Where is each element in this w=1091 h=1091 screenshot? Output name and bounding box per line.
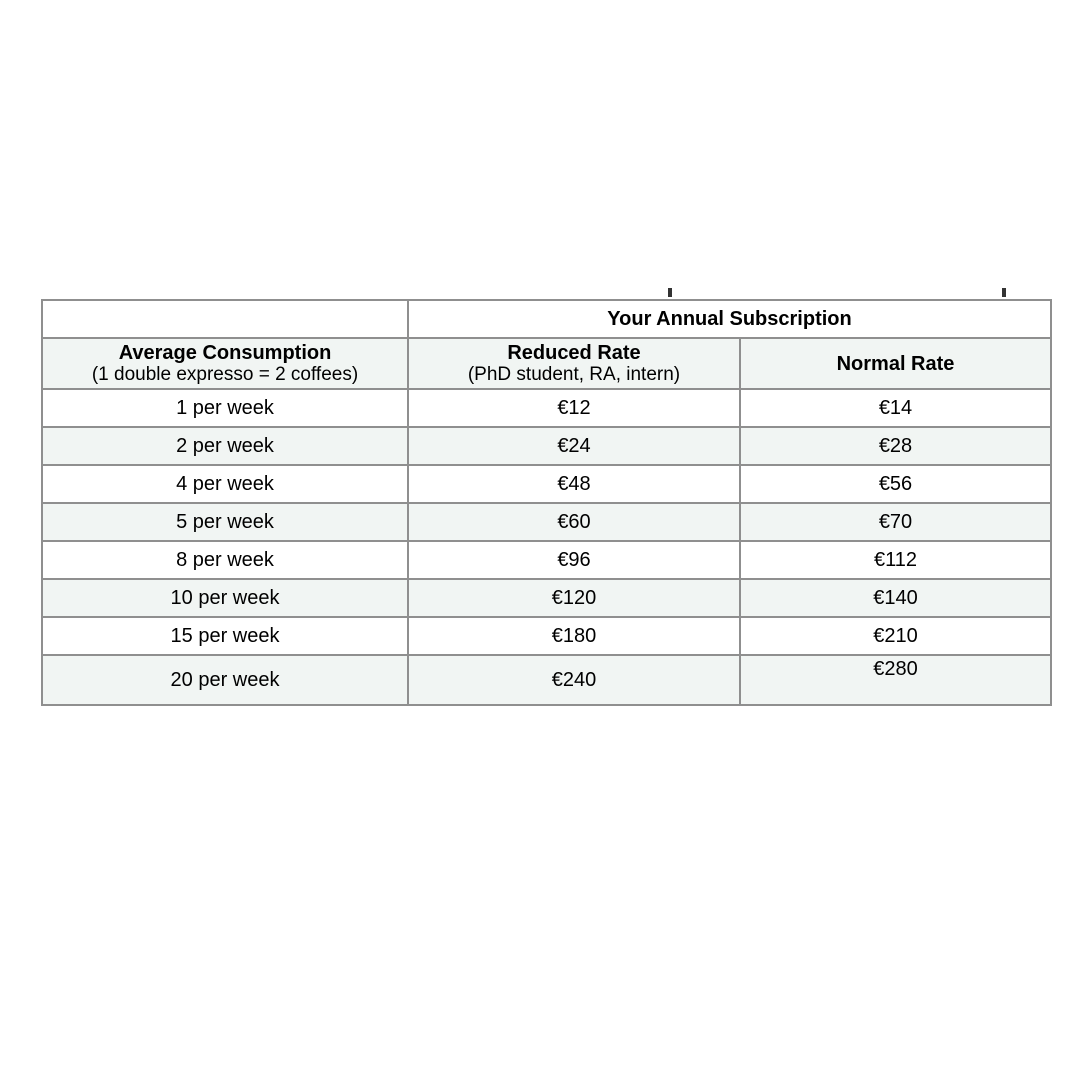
table-row — [42, 389, 1051, 427]
group-header-row — [42, 300, 1051, 338]
reduced-rate-cell: €180 — [408, 617, 740, 655]
consumption-cell: 5 per week — [42, 503, 408, 541]
normal-rate-cell: €14 — [740, 389, 1051, 427]
reduced-rate-cell: €48 — [408, 465, 740, 503]
normal-rate-column-header — [740, 338, 1051, 389]
reduced-rate-cell: €12 — [408, 389, 740, 427]
normal-rate-cell: €280 — [740, 655, 1051, 705]
consumption-cell: 1 per week — [42, 389, 408, 427]
consumption-cell: 8 per week — [42, 541, 408, 579]
reduced-rate-cell: €240 — [408, 655, 740, 705]
table-row — [42, 541, 1051, 579]
consumption-header-subtitle: (1 double expresso = 2 coffees) — [91, 363, 359, 385]
reduced-rate-header-title: Reduced Rate — [507, 341, 641, 364]
normal-rate-cell: €28 — [740, 427, 1051, 465]
annual-subscription-header: Your Annual Subscription — [408, 300, 1051, 338]
column-header-row — [42, 338, 1051, 389]
normal-rate-cell: €140 — [740, 579, 1051, 617]
table-row — [42, 465, 1051, 503]
table-row — [42, 617, 1051, 655]
reduced-rate-cell: €24 — [408, 427, 740, 465]
consumption-cell: 2 per week — [42, 427, 408, 465]
reduced-rate-cell: €96 — [408, 541, 740, 579]
subscription-rate-table — [41, 299, 1052, 706]
scan-artifact-mark — [668, 288, 672, 297]
scan-artifact-mark — [1002, 288, 1006, 297]
normal-rate-header-title: Normal Rate — [836, 352, 955, 375]
consumption-cell: 15 per week — [42, 617, 408, 655]
normal-rate-cell: €210 — [740, 617, 1051, 655]
reduced-rate-column-header — [408, 338, 740, 389]
consumption-cell: 10 per week — [42, 579, 408, 617]
table-row — [42, 427, 1051, 465]
consumption-header-title: Average Consumption — [118, 341, 332, 364]
table-row — [42, 503, 1051, 541]
consumption-column-header — [42, 338, 408, 389]
table-row — [42, 579, 1051, 617]
empty-corner-cell — [42, 300, 408, 338]
reduced-rate-cell: €60 — [408, 503, 740, 541]
normal-rate-cell: €56 — [740, 465, 1051, 503]
reduced-rate-header-subtitle: (PhD student, RA, intern) — [467, 363, 681, 385]
normal-rate-cell: €112 — [740, 541, 1051, 579]
normal-rate-cell: €70 — [740, 503, 1051, 541]
consumption-cell: 4 per week — [42, 465, 408, 503]
reduced-rate-cell: €120 — [408, 579, 740, 617]
consumption-cell: 20 per week — [42, 655, 408, 705]
table-row — [42, 655, 1051, 705]
